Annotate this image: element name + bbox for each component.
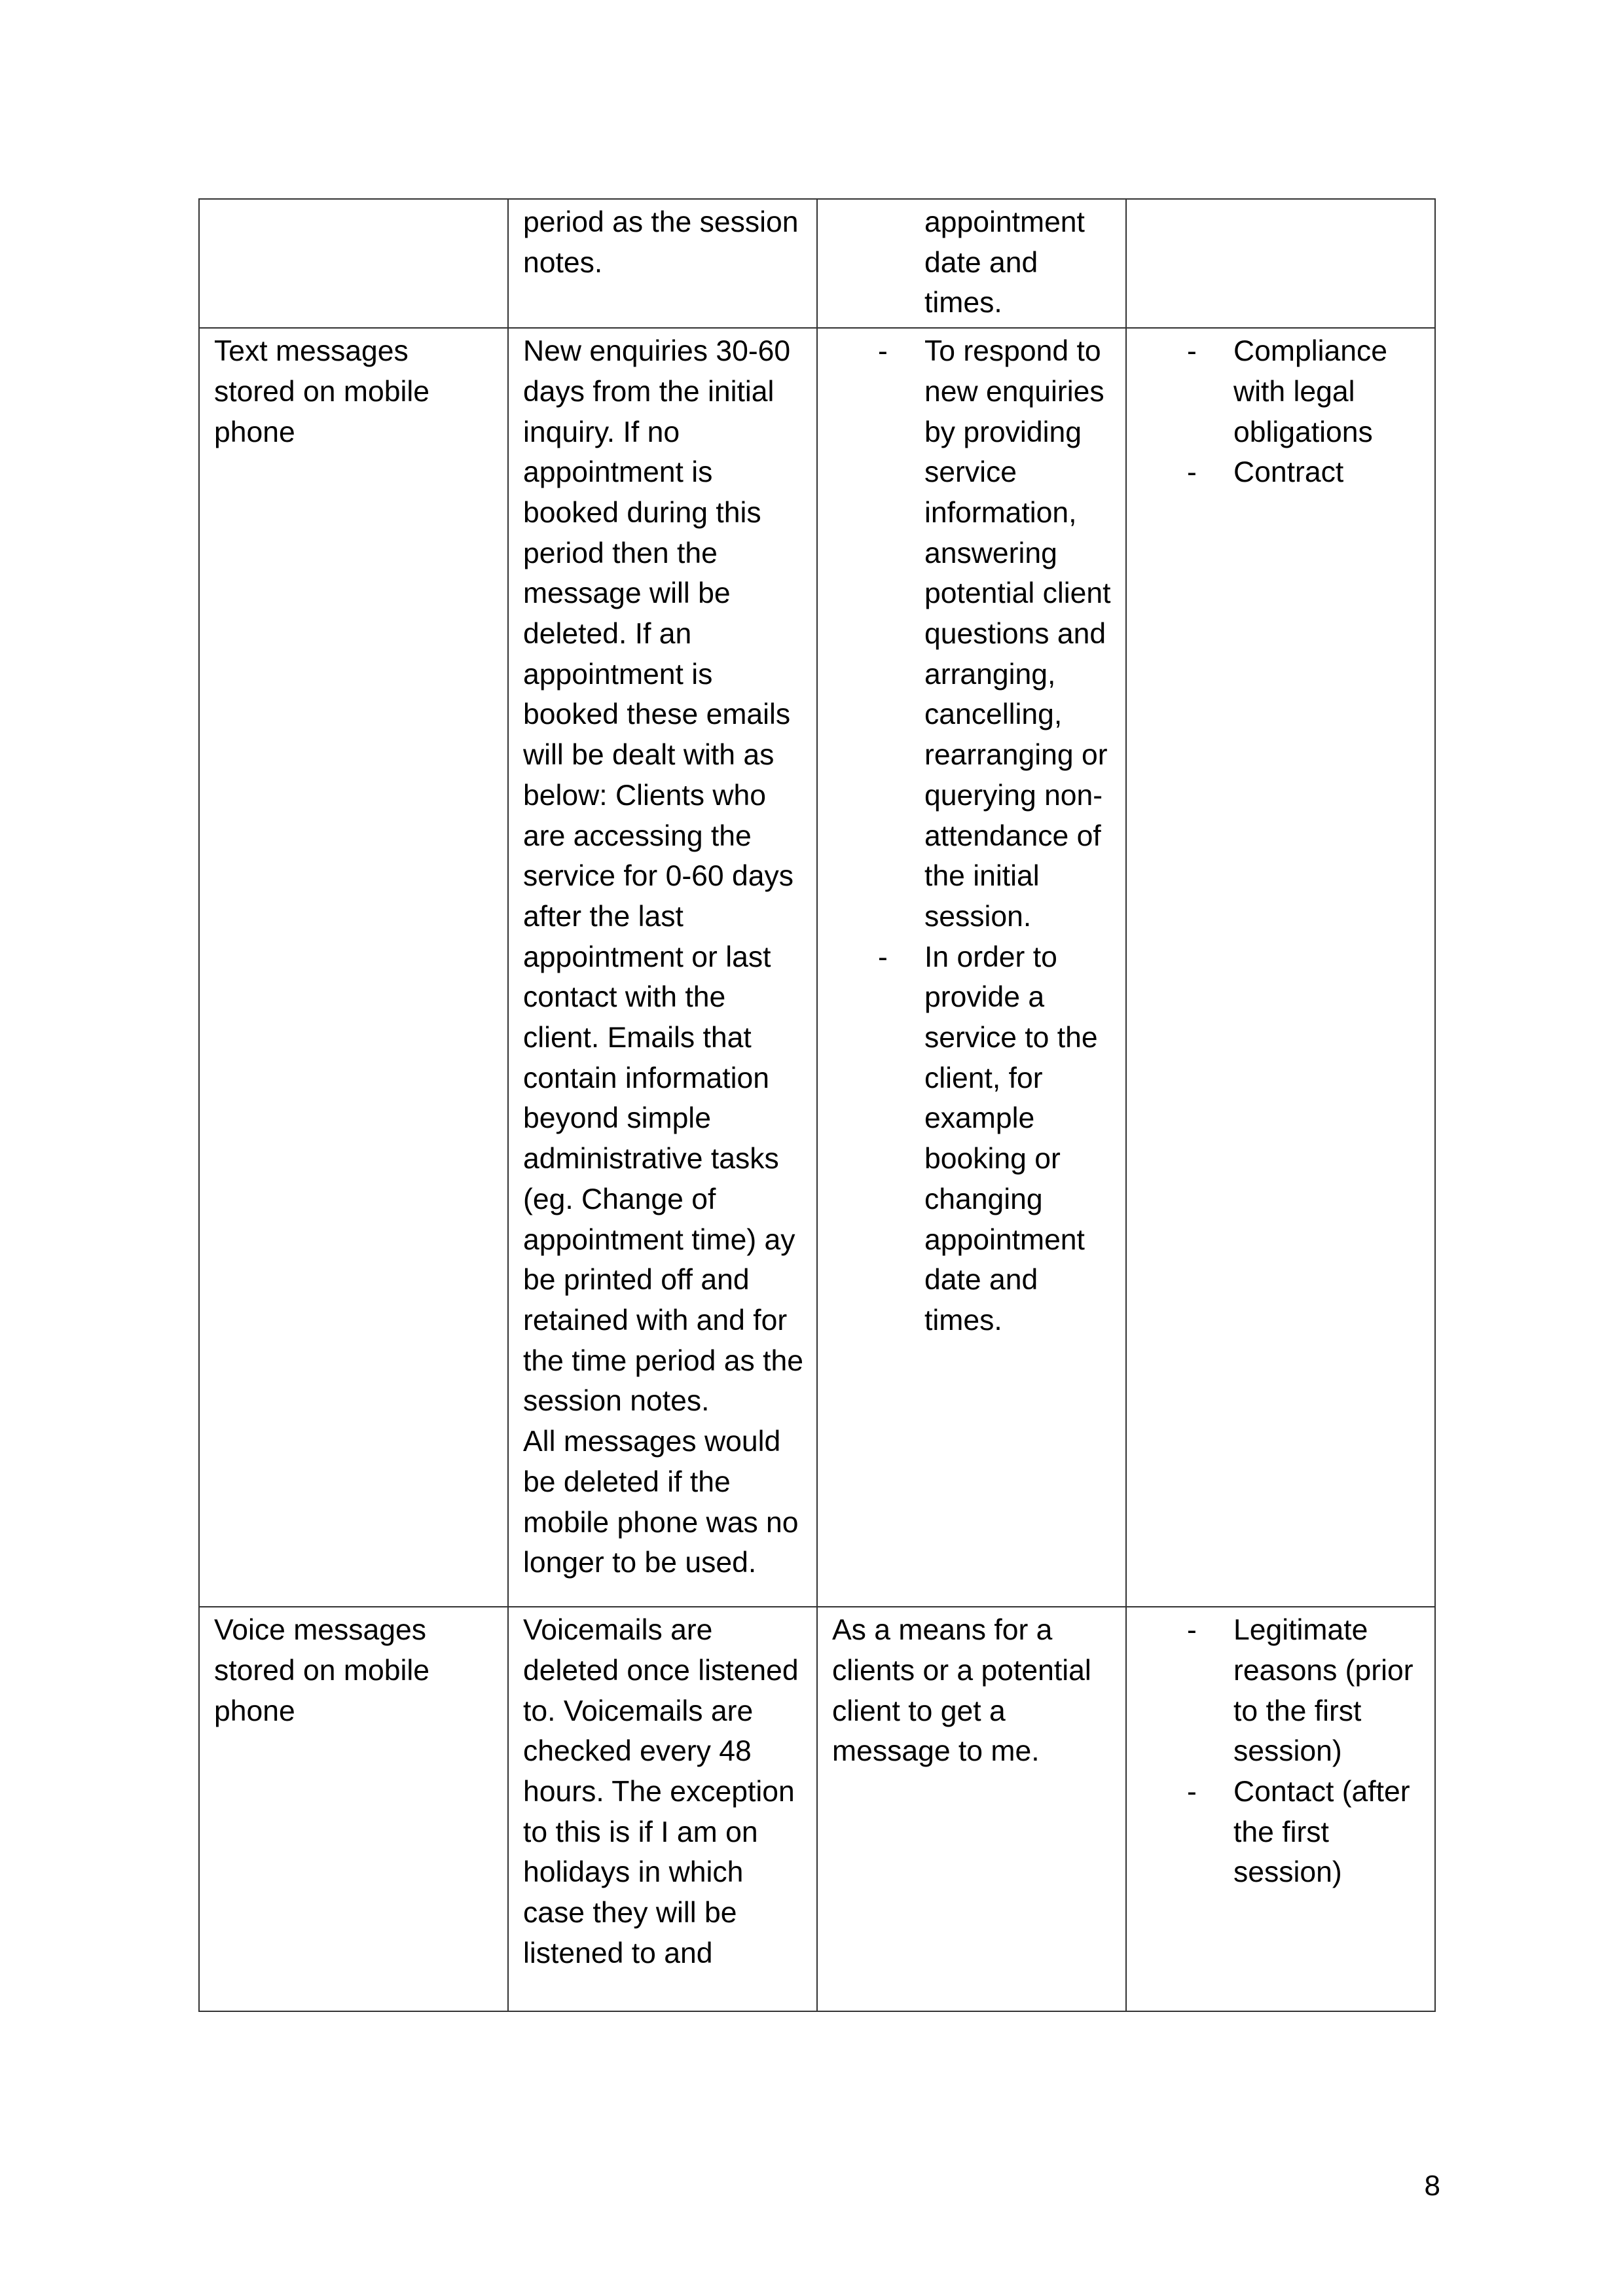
table-cell-legal-basis [1126,199,1435,328]
legal-basis-list [1141,1610,1421,1893]
data-type-text: Voice messages stored on mobile phone [214,1614,429,1727]
table-cell-retention-period [508,328,817,1607]
dash-marker: - [878,941,888,973]
dash-marker: - [878,335,888,368]
list-item [832,331,1112,937]
retention-period-text: Voicemails are deleted once listened to. Voicemails are checked every 48 hours. The exception to this is if I am on holidays in which case they will be listened to and [523,1614,799,1969]
list-item [832,937,1112,1341]
dash-marker: - [1187,335,1197,368]
table-cell-purpose [817,1607,1126,2011]
data-retention-table [198,198,1436,2012]
retention-period-paragraph: All messages would be deleted if the mobile phone was no longer to be used. [523,1426,799,1579]
table-cell-purpose [817,328,1126,1607]
table-cell-retention-period [508,1607,817,2011]
dash-marker: - [1187,1775,1197,1808]
purpose-item-text: To respond to new enquiries by providing service information, answering potential client questions and arranging, cancelling, rearranging or querying non-attendance of the initial session. [924,335,1111,933]
table-cell-purpose [817,199,1126,328]
purpose-item-text: In order to provide a service to the client, for example booking or changing appointment date and times. [924,941,1098,1336]
page-number: 8 [1424,2170,1440,2202]
legal-basis-item-text: Compliance with legal obligations [1233,335,1387,448]
table-cell-legal-basis [1126,1607,1435,2011]
table-row [199,199,1435,328]
data-type-text: Text messages stored on mobile phone [214,335,429,448]
purpose-text: As a means for a clients or a potential client to get a message to me. [832,1614,1091,1768]
table-row [199,328,1435,1607]
retention-period-paragraph: New enquiries 30-60 days from the initial inquiry. If no appointment is booked during this period then the message will be deleted. If an appointment is booked these emails will be dealt with as below: Clients who are accessing the service for 0-60 days after the last appointment or last contact with the client. Emails that contain information beyond simple administrative tasks (eg. Change of appointment time) ay be printed off and retained with and for the time period as the session notes. [523,335,803,1418]
list-item [1141,1772,1421,1893]
list-item [1141,452,1421,493]
legal-basis-item-text: Contact (after the first session) [1233,1775,1410,1889]
list-item [1141,1610,1421,1772]
dash-marker: - [1187,456,1197,489]
legal-basis-list [1141,331,1421,493]
table-cell-retention-period [508,199,817,328]
table-row [199,1607,1435,2011]
table-cell-data-type [199,328,508,1607]
legal-basis-item-text: Contract [1233,456,1344,489]
legal-basis-item-text: Legitimate reasons (prior to the first session) [1233,1614,1413,1768]
dash-marker: - [1187,1614,1197,1647]
table-cell-data-type [199,199,508,328]
purpose-continuation-text: appointment date and times. [924,206,1085,319]
table-cell-data-type [199,1607,508,2011]
table-cell-legal-basis [1126,328,1435,1607]
list-item [1141,331,1421,452]
retention-period-text: period as the session notes. [523,206,799,279]
purpose-list [832,331,1112,1341]
